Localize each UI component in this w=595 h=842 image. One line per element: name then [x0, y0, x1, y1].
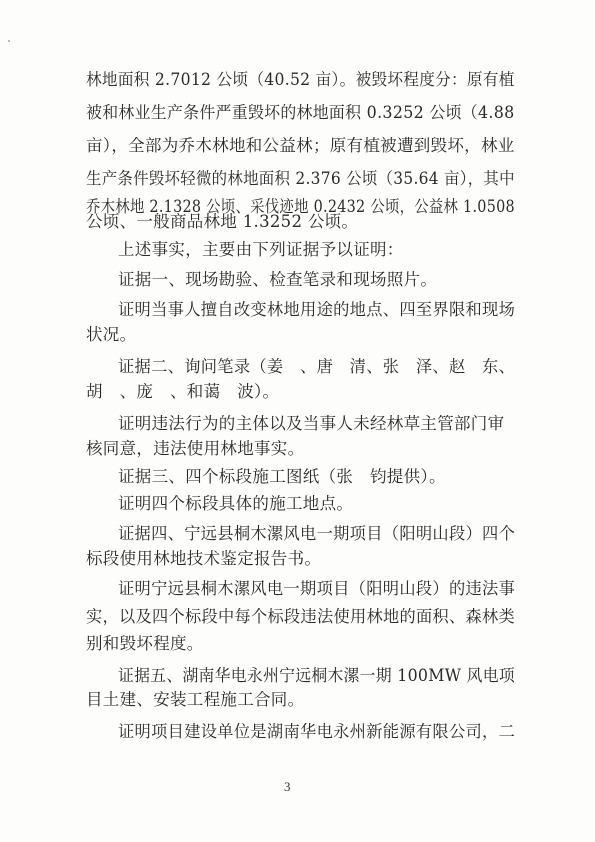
evidence-2-proof-line-2: 核同意，违法使用林地事实。	[86, 439, 305, 458]
evidence-2-title-line-2: 胡 、庞 、和蔼 波）。	[86, 382, 280, 401]
evidence-4-proof-line-1: 证明宁远县桐木漯风电一期项目（阳明山段）的违法事	[118, 579, 516, 598]
evidence-5-title-line-2: 目土建、安装工程施工合同。	[86, 690, 305, 709]
body-line-1: 林地面积 2.7012 公顷（40.52 亩）。被毁坏程度分：原有植	[86, 70, 515, 89]
evidence-1-title: 证据一、现场勘验、检查笔录和现场照片。	[118, 270, 438, 289]
evidence-intro: 上述事实，主要由下列证据予以证明：	[118, 240, 404, 259]
body-line-3: 亩），全部为乔木林地和公益林；原有植被遭到毁坏，林业	[86, 136, 515, 155]
evidence-5-title-line-1: 证据五、湖南华电永州宁远桐木漯一期 100MW 风电项	[118, 666, 515, 685]
evidence-4-proof-line-2: 实，以及四个标段中每个标段违法使用林地的面积、森林类	[86, 607, 515, 626]
evidence-4-proof-line-3: 别和毁坏程度。	[86, 634, 204, 653]
page-number: 3	[284, 779, 291, 794]
evidence-5-proof-line-1: 证明项目建设单位是湖南华电永州新能源有限公司，二	[118, 722, 516, 741]
evidence-2-proof-line-1: 证明违法行为的主体以及当事人未经林草主管部门审	[118, 414, 505, 433]
evidence-2-title-line-1: 证据二、询问笔录（姜 、唐 清、张 泽、赵 东、	[118, 357, 516, 376]
scan-speck	[8, 40, 10, 42]
evidence-4-title-line-1: 证据四、宁远县桐木漯风电一期项目（阳明山段）四个	[118, 524, 516, 543]
body-line-5: 乔木林地 2.1328 公顷、采伐迹地 0.2432 公顷，公益林 1.0508	[86, 197, 515, 216]
body-line-6: 公顷、一般商品林地 1.3252 公顷。	[86, 212, 359, 231]
body-line-2: 被和林业生产条件严重毁坏的林地面积 0.3252 公顷（4.88	[86, 103, 515, 122]
evidence-1-proof-line-2: 状况。	[86, 325, 137, 344]
evidence-1-proof-line-1: 证明当事人擅自改变林地用途的地点、四至界限和现场	[118, 300, 516, 319]
evidence-3-proof: 证明四个标段具体的施工地点。	[118, 494, 354, 513]
evidence-3-title: 证据三、四个标段施工图纸（张 钧提供）。	[118, 467, 446, 486]
body-line-4: 生产条件毁坏轻微的林地面积 2.376 公顷（35.64 亩），其中	[86, 169, 515, 188]
evidence-4-title-line-2: 标段使用林地技术鉴定报告书。	[86, 549, 322, 568]
